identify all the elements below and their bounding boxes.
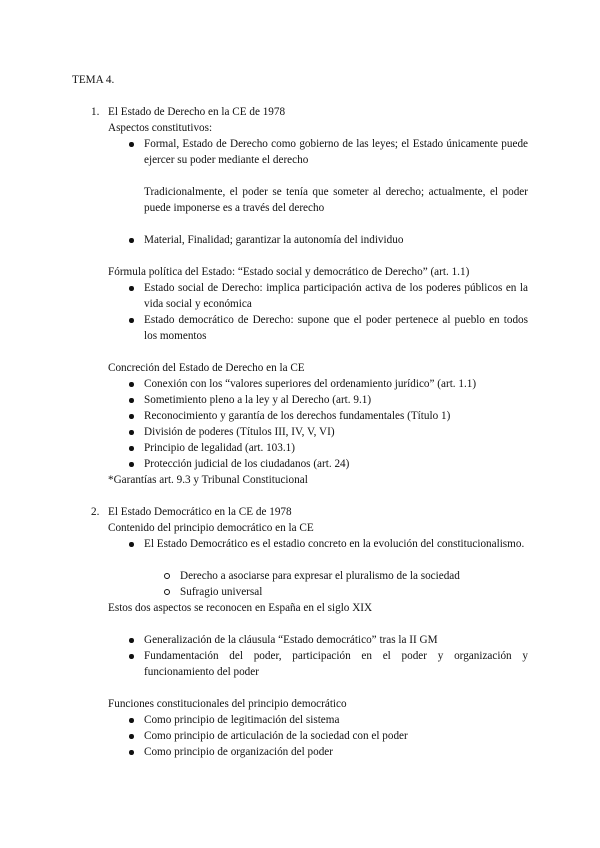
bullet-icon [129, 398, 134, 403]
formal-item: Formal, Estado de Derecho como gobierno de las leyes; el Estado únicamente puede ejercer su poder mediante el derecho [144, 138, 528, 166]
bullet-icon [129, 142, 134, 147]
estadio-item: El Estado Democrático es el estadio concreto en la evolución del constitucionalismo. [144, 538, 525, 550]
funciones-item: Como principio de articulación de la sociedad con el poder [144, 730, 408, 742]
section-1-heading: El Estado de Derecho en la CE de 1978 [108, 106, 286, 118]
aspectos-label: Aspectos constitutivos: [108, 122, 213, 134]
document-title: TEMA 4. [72, 74, 115, 86]
estos-note: Estos dos aspectos se reconocen en España en el siglo XIX [108, 602, 373, 614]
bullet-icon [129, 654, 134, 659]
bullet-icon [129, 734, 134, 739]
circle-bullet-icon [164, 573, 170, 579]
bullet-icon [129, 462, 134, 467]
concrecion-item: División de poderes (Títulos III, IV, V, VI) [144, 426, 335, 438]
concrecion-label: Concreción del Estado de Derecho en la CE [108, 362, 305, 374]
bullet-icon [129, 446, 134, 451]
concrecion-item: Sometimiento pleno a la ley y al Derecho (art. 9.1) [144, 394, 372, 406]
bullet-icon [129, 638, 134, 643]
bullet-icon [129, 382, 134, 387]
concrecion-item: Principio de legalidad (art. 103.1) [144, 442, 295, 454]
funciones-item: Como principio de organización del poder [144, 746, 333, 758]
formula-label: Fórmula política del Estado: “Estado social y democrático de Derecho” (art. 1.1) [108, 266, 470, 278]
tradicional-paragraph: Tradicionalmente, el poder se tenía que someter al derecho; actualmente, el poder puede imponerse es a través del derecho [144, 186, 528, 214]
bullet-icon [129, 318, 134, 323]
bullet-icon [129, 430, 134, 435]
estado-democratico-item: Estado democrático de Derecho: supone que el poder pertenece al pueblo en todos los momentos [144, 314, 528, 342]
bullet-icon [129, 286, 134, 291]
bullet-icon [129, 542, 134, 547]
funciones-item: Como principio de legitimación del sistema [144, 714, 340, 726]
material-item: Material, Finalidad; garantizar la autonomía del individuo [144, 234, 404, 246]
bullet-icon [129, 750, 134, 755]
sub-item: Sufragio universal [180, 586, 263, 598]
contenido-label: Contenido del principio democrático en la CE [108, 522, 314, 534]
bullet-icon [129, 414, 134, 419]
section-2-number: 2. [91, 506, 100, 518]
circle-bullet-icon [164, 589, 170, 595]
generalizacion-item: Generalización de la cláusula “Estado democrático” tras la II GM [144, 634, 438, 646]
funciones-label: Funciones constitucionales del principio democrático [108, 698, 347, 710]
concrecion-item: Protección judicial de los ciudadanos (art. 24) [144, 458, 350, 470]
fundamentacion-item: Fundamentación del poder, participación en el poder y organización y funcionamiento del poder [144, 650, 528, 678]
bullet-icon [129, 718, 134, 723]
concrecion-item: Conexión con los “valores superiores del ordenamiento jurídico” (art. 1.1) [144, 378, 477, 390]
concrecion-item: Reconocimiento y garantía de los derechos fundamentales (Título 1) [144, 410, 451, 422]
section-1-number: 1. [91, 106, 100, 118]
section-2-heading: El Estado Democrático en la CE de 1978 [108, 506, 292, 518]
bullet-icon [129, 238, 134, 243]
garantias-note: *Garantías art. 9.3 y Tribunal Constitucional [108, 474, 308, 486]
sub-item: Derecho a asociarse para expresar el pluralismo de la sociedad [180, 570, 460, 582]
estado-social-item: Estado social de Derecho: implica participación activa de los poderes públicos en la vida social y económica [144, 282, 528, 310]
